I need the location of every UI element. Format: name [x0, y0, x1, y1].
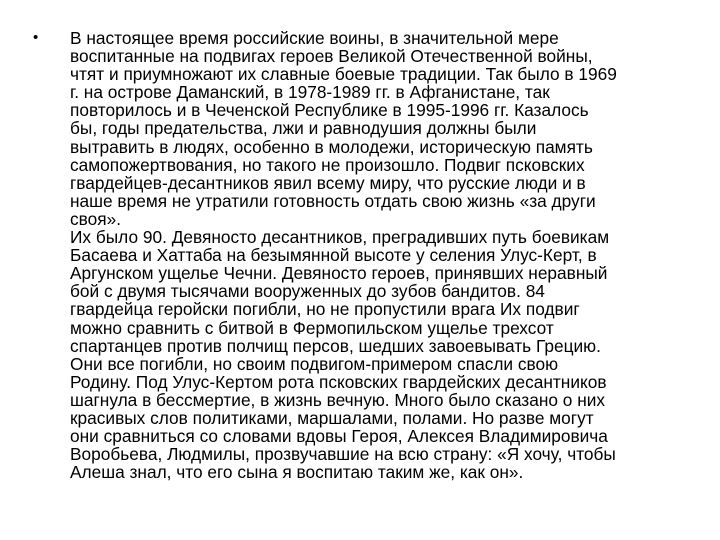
text-line: спартанцев против полчищ персов, шедших завоевывать Грецию. [70, 335, 601, 356]
text-line: Их было 90. Девяносто десантников, преградивших путь боевикам [70, 227, 610, 248]
text-line: они сравниться со словами вдовы Героя, Алексея Владимировича [70, 426, 608, 447]
text-line: Воробьева, Людмилы, прозвучавшие на всю страну: «Я хочу, чтобы [70, 444, 616, 465]
text-line: В настоящее время российские воины, в значительной мере [70, 28, 559, 48]
text-line: Родину. Под Улус-Кертом рота псковских гвардейских десантников [70, 371, 607, 392]
text-line: красивых слов политиками, маршалами, полами. Но разве могут [70, 407, 594, 428]
bullet-marker: • [33, 29, 39, 46]
text-line: можно сравнить с битвой в Фермопильском ущелье трехсот [70, 317, 554, 338]
text-line: вытравить в людях, особенно в молодежи, историческую память [70, 136, 593, 157]
text-line: бы, годы предательства, лжи и равнодушия должны были [70, 118, 537, 139]
text-line: Алеша знал, что его сына я воспитаю таким же, как он». [70, 462, 524, 483]
text-line: Они все погибли, но своим подвигом-примером спасли свою [70, 353, 559, 374]
text-line: самопожертвования, но такого не произошло. Подвиг псковских [70, 154, 585, 175]
text-line: чтят и приумножают их славные боевые традиции. Так было в 1969 [70, 64, 617, 85]
text-line: шагнула в бессмертие, в жизнь вечную. Много было сказано о них [70, 389, 606, 410]
text-line: г. на острове Даманский, в 1978-1989 гг. в Афганистане, так [70, 82, 550, 103]
text-line: Аргунском ущелье Чечни. Девяносто героев, принявших неравный [70, 263, 608, 284]
text-line: наше время не утратили готовность отдать свою жизнь «за други [70, 190, 596, 211]
body-text [70, 29, 710, 481]
text-line: бой с двумя тысячами вооруженных до зубов бандитов. 84 [70, 281, 545, 302]
text-line: гвардейцев-десантников явил всему миру, что русские люди и в [70, 172, 586, 193]
text-line: Басаева и Хаттаба на безымянной высоте у селения Улус-Керт, в [70, 245, 597, 266]
text-line: воспитанные на подвигах героев Великой Отечественной войны, [70, 46, 593, 67]
text-line: своя». [70, 208, 122, 229]
text-line: гвардейца геройски погибли, но не пропустили врага Их подвиг [70, 299, 580, 320]
text-line: повторилось и в Чеченской Республике в 1995-1996 гг. Казалось [70, 100, 589, 121]
